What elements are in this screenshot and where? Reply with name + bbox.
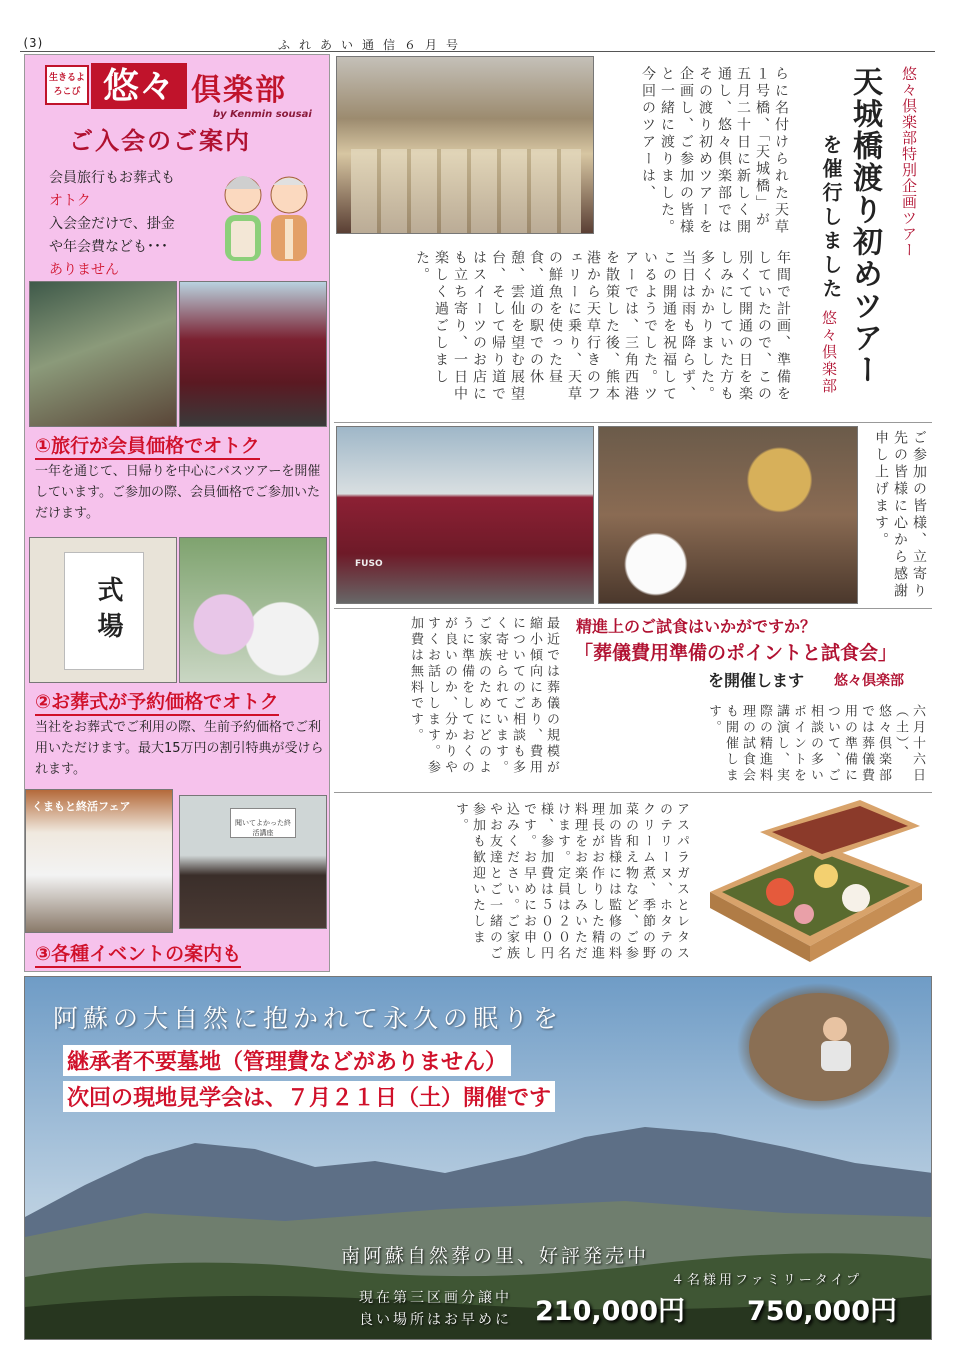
logo-tagline: 生きるよろこび (45, 65, 89, 105)
cemetery-family-type: ４名様用ファミリータイプ (671, 1273, 863, 1288)
tour-lunch-photo (598, 426, 858, 604)
cemetery-banner (24, 976, 932, 1340)
membership-panel (24, 54, 330, 972)
feature-events-title: ③各種イベントの案内も (35, 939, 241, 968)
logo-sub: 倶楽部 (191, 73, 287, 108)
intro-text: 会員旅行もお葬式も オトク 入会金だけで、掛金 や年会費なども･･･ ありません (49, 170, 175, 278)
cemetery-slogan: 阿蘇の大自然に抱かれて永久の眠りを (53, 1004, 564, 1033)
altar-flowers-photo (179, 537, 327, 683)
cemetery-sale: 南阿蘇自然葬の里、好評発売中 (341, 1245, 650, 1267)
bento-box-photo (700, 796, 930, 968)
bus-brand-text: FUSO (355, 559, 383, 569)
page-number: (3) (22, 36, 44, 50)
tasting-lower-text: アスパラガスとレタスのテリーヌ、ホタテのクリーム煮、季節の野菜の和え物など、ご参加の皆様には監修の料理長がお作りした精進料理をお楽しみいただけます。定員は２０名様、参加費は５００円です。お早めにお申し込みください。ご家族やお友達とご一緒のご参加も歓迎いたします。 (453, 802, 689, 962)
feature-travel-title: ①旅行が会員価格でオトク (35, 431, 260, 460)
feature-funeral-body: 当社をお葬式でご利用の際、生前予約価格でご利用いただけます。最大15万円の割引特典が受けられます。 (35, 720, 324, 777)
tasting-subtitle: を開催します (708, 671, 805, 690)
page-header (20, 36, 935, 52)
event-screen-text: 聞いてよかった終活講座 (235, 819, 291, 837)
newsletter-title: ふれあい通信６月号 (278, 38, 468, 52)
tour-intro-text: らに名付けられた天草１号橋、「天城橋」が五月二十日に新しく開通し、悠々倶楽部ではその渡り初めツアーを企画し、ご参加の皆様と一緒に渡りました。今回のツアーは、 (640, 66, 789, 236)
feature-funeral-title: ②お葬式が予約価格でオトク (35, 687, 279, 716)
cemetery-price-1: 210,000円 (535, 1296, 685, 1327)
cemetery-area-note-1: 現在第三区画分譲中 (359, 1290, 512, 1306)
tour-byline: 悠々倶楽部 (820, 310, 838, 395)
bus-boarding-photo (179, 281, 327, 427)
tour-headline-2: を催行しました (819, 134, 843, 302)
cemetery-area-note-2: 良い場所はお早めに (359, 1312, 512, 1328)
cemetery-line-2: 次回の現地見学会は、７月２１日（土）開催です (63, 1081, 555, 1112)
bus-tour-photo (29, 281, 177, 427)
tour-bus-interior-photo (336, 56, 594, 234)
tour-headline: 天城橋渡り初めツアー (847, 66, 882, 386)
logo-by: by Kenmin sousai (213, 109, 312, 120)
cemetery-line-1: 継承者不要墓地（管理費などがありません） (63, 1045, 511, 1076)
logo-main: 悠々 (91, 63, 187, 109)
tour-kicker: 悠々倶楽部特別企画ツアー (900, 66, 918, 258)
funeral-sign-text: 式場 (93, 576, 123, 648)
articles-area (334, 54, 932, 972)
bento-illustration (700, 796, 930, 968)
elderly-couple-illustration (211, 159, 321, 269)
tasting-title: 「葬儀費用準備のポイントと試食会」 (574, 642, 898, 664)
cemetery-price-2: 750,000円 (747, 1296, 897, 1327)
tasting-kicker: 精進上のご試食はいかがですか？ (576, 617, 817, 636)
tour-bus-exterior-photo (336, 426, 594, 604)
tasting-right-text: 六月十六日（土）、悠々倶楽部では葬儀費用の準備について、ご相談の多いポイントを講演し、実際の精進料理の試食会も開催します。 (706, 704, 925, 784)
event-seminar-photo (179, 795, 327, 929)
tasting-byline: 悠々倶楽部 (834, 673, 904, 689)
tour-body-text: 年間で計画、準備をしていたので、この別くて開通の日を楽しみにしていた方も多くかかりました。当日は雨も降らず、この開通を祝福しているようでした。ツアーでは、三角西港を散策した後、熊本港から天草行きのフェリーに乗り、天草の鮮魚を使った昼食、道の駅での休憩、雲仙を望む展望台、そして帰り道ではスイーツのお店にも立ち寄り、一日中楽しく過ごしました。 (414, 250, 791, 403)
club-logo (45, 61, 335, 125)
tour-thanks-text: ご参加の皆様、立寄り先の皆様に心から感謝申し上げます。 (873, 430, 927, 600)
tasting-left-text: 最近では葬儀の規模が縮小傾向にあり、費用についてのご相談も多く寄せられています。ご家族のためにどのように準備をしておくのが良いのか、分かりやすくお話しします。参加費は無料です。 (408, 616, 559, 776)
guide-title: ご入会のご案内 (69, 127, 251, 155)
feature-travel-body: 一年を通じて、日帰りを中心にバスツアーを開催しています。ご参加の際、会員価格でご参加いただけます。 (35, 464, 321, 521)
event-fair-photo (25, 789, 173, 933)
event-banner-text: くまもと終活フェア (32, 800, 131, 813)
funeral-sign-photo (29, 537, 177, 683)
